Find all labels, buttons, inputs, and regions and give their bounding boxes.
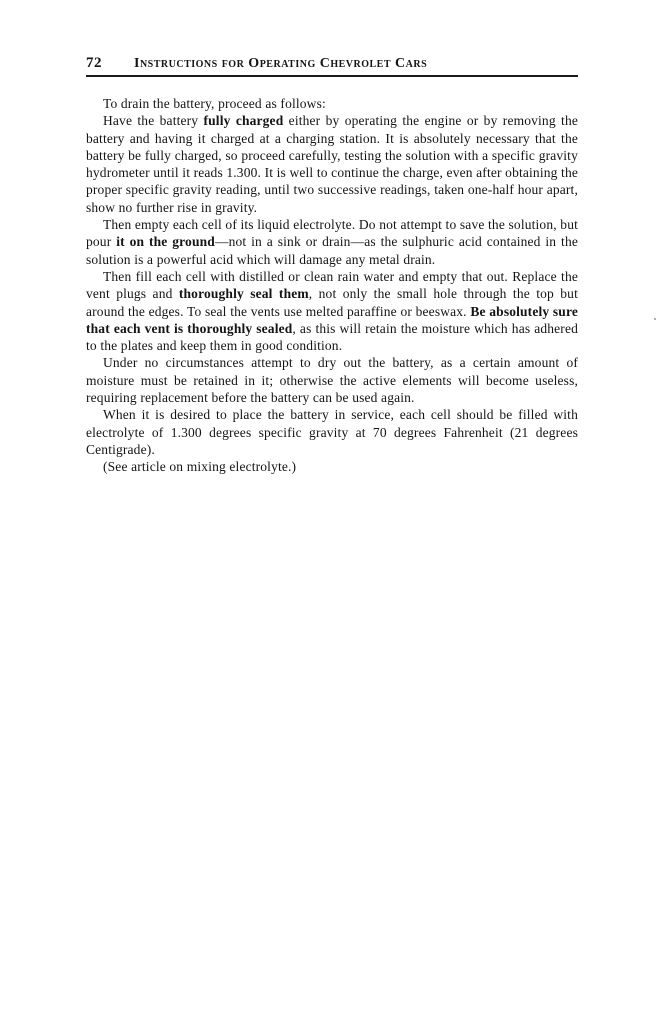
text-run: When it is desired to place the battery in service, each cell should be filled with electrolyte of 1.300 degrees specific gravity at 70 degrees Fahrenheit (21 degrees Centigrade). bbox=[86, 407, 578, 457]
paragraph-fill bbox=[86, 268, 578, 354]
bold-text-run: fully charged bbox=[203, 113, 284, 129]
paragraph-service bbox=[86, 406, 578, 458]
text-run: (See article on mixing electrolyte.) bbox=[103, 459, 297, 475]
paragraph-intro bbox=[86, 95, 578, 112]
text-run: either by operating the engine or by removing the battery and having it charged at a charging station. It is absolutely necessary that the battery be fully charged, so proceed carefully, testing the solution with a specific gravity hydrometer until it reads 1.300. It is well to continue the charge, even after obtaining the proper specific gravity reading, until two successive readings, taken one-half hour apart, show no further rise in gravity. bbox=[86, 113, 578, 215]
running-title: Instructions for Operating Chevrolet Cars bbox=[134, 56, 428, 71]
page-header bbox=[86, 51, 578, 77]
paragraph-see-article bbox=[86, 458, 578, 475]
paragraph-charge bbox=[86, 112, 578, 216]
text-run: To drain the battery, proceed as follows: bbox=[103, 96, 326, 111]
text-run: Under no circumstances attempt to dry out the battery, as a certain amount of moisture must be retained in it; otherwise the active elements will become useless, requiring replacement before the battery can be used again. bbox=[86, 355, 578, 406]
paragraph-empty bbox=[86, 216, 578, 268]
text-run: Then fill each cell with distilled or clean rain water and empty that out. Replace the vent plugs and bbox=[86, 268, 578, 302]
paragraph-moisture bbox=[86, 354, 578, 406]
page-number: 72 bbox=[86, 55, 102, 71]
bold-text-run: Be absolutely sure that each vent is thoroughly sealed bbox=[86, 303, 578, 336]
text-run: —not in a sink or drain—as the sulphuric acid contained in the solution is a powerful acid which will damage any metal drain. bbox=[86, 234, 578, 267]
text-run: Then empty each cell of its liquid electrolyte. Do not attempt to save the solution, but pour bbox=[86, 217, 578, 250]
body-text bbox=[86, 95, 578, 476]
paper-speck bbox=[654, 318, 656, 320]
text-run: Have the battery bbox=[103, 113, 204, 129]
bold-text-run: thoroughly seal them bbox=[178, 286, 309, 302]
bold-text-run: it on the ground bbox=[116, 234, 215, 250]
text-run: , not only the small hole through the top but around the edges. To seal the vents use melted paraffine or beeswax. bbox=[86, 286, 578, 319]
text-run: , as this will retain the moisture which has adhered to the plates and keep them in good condition. bbox=[86, 320, 578, 354]
